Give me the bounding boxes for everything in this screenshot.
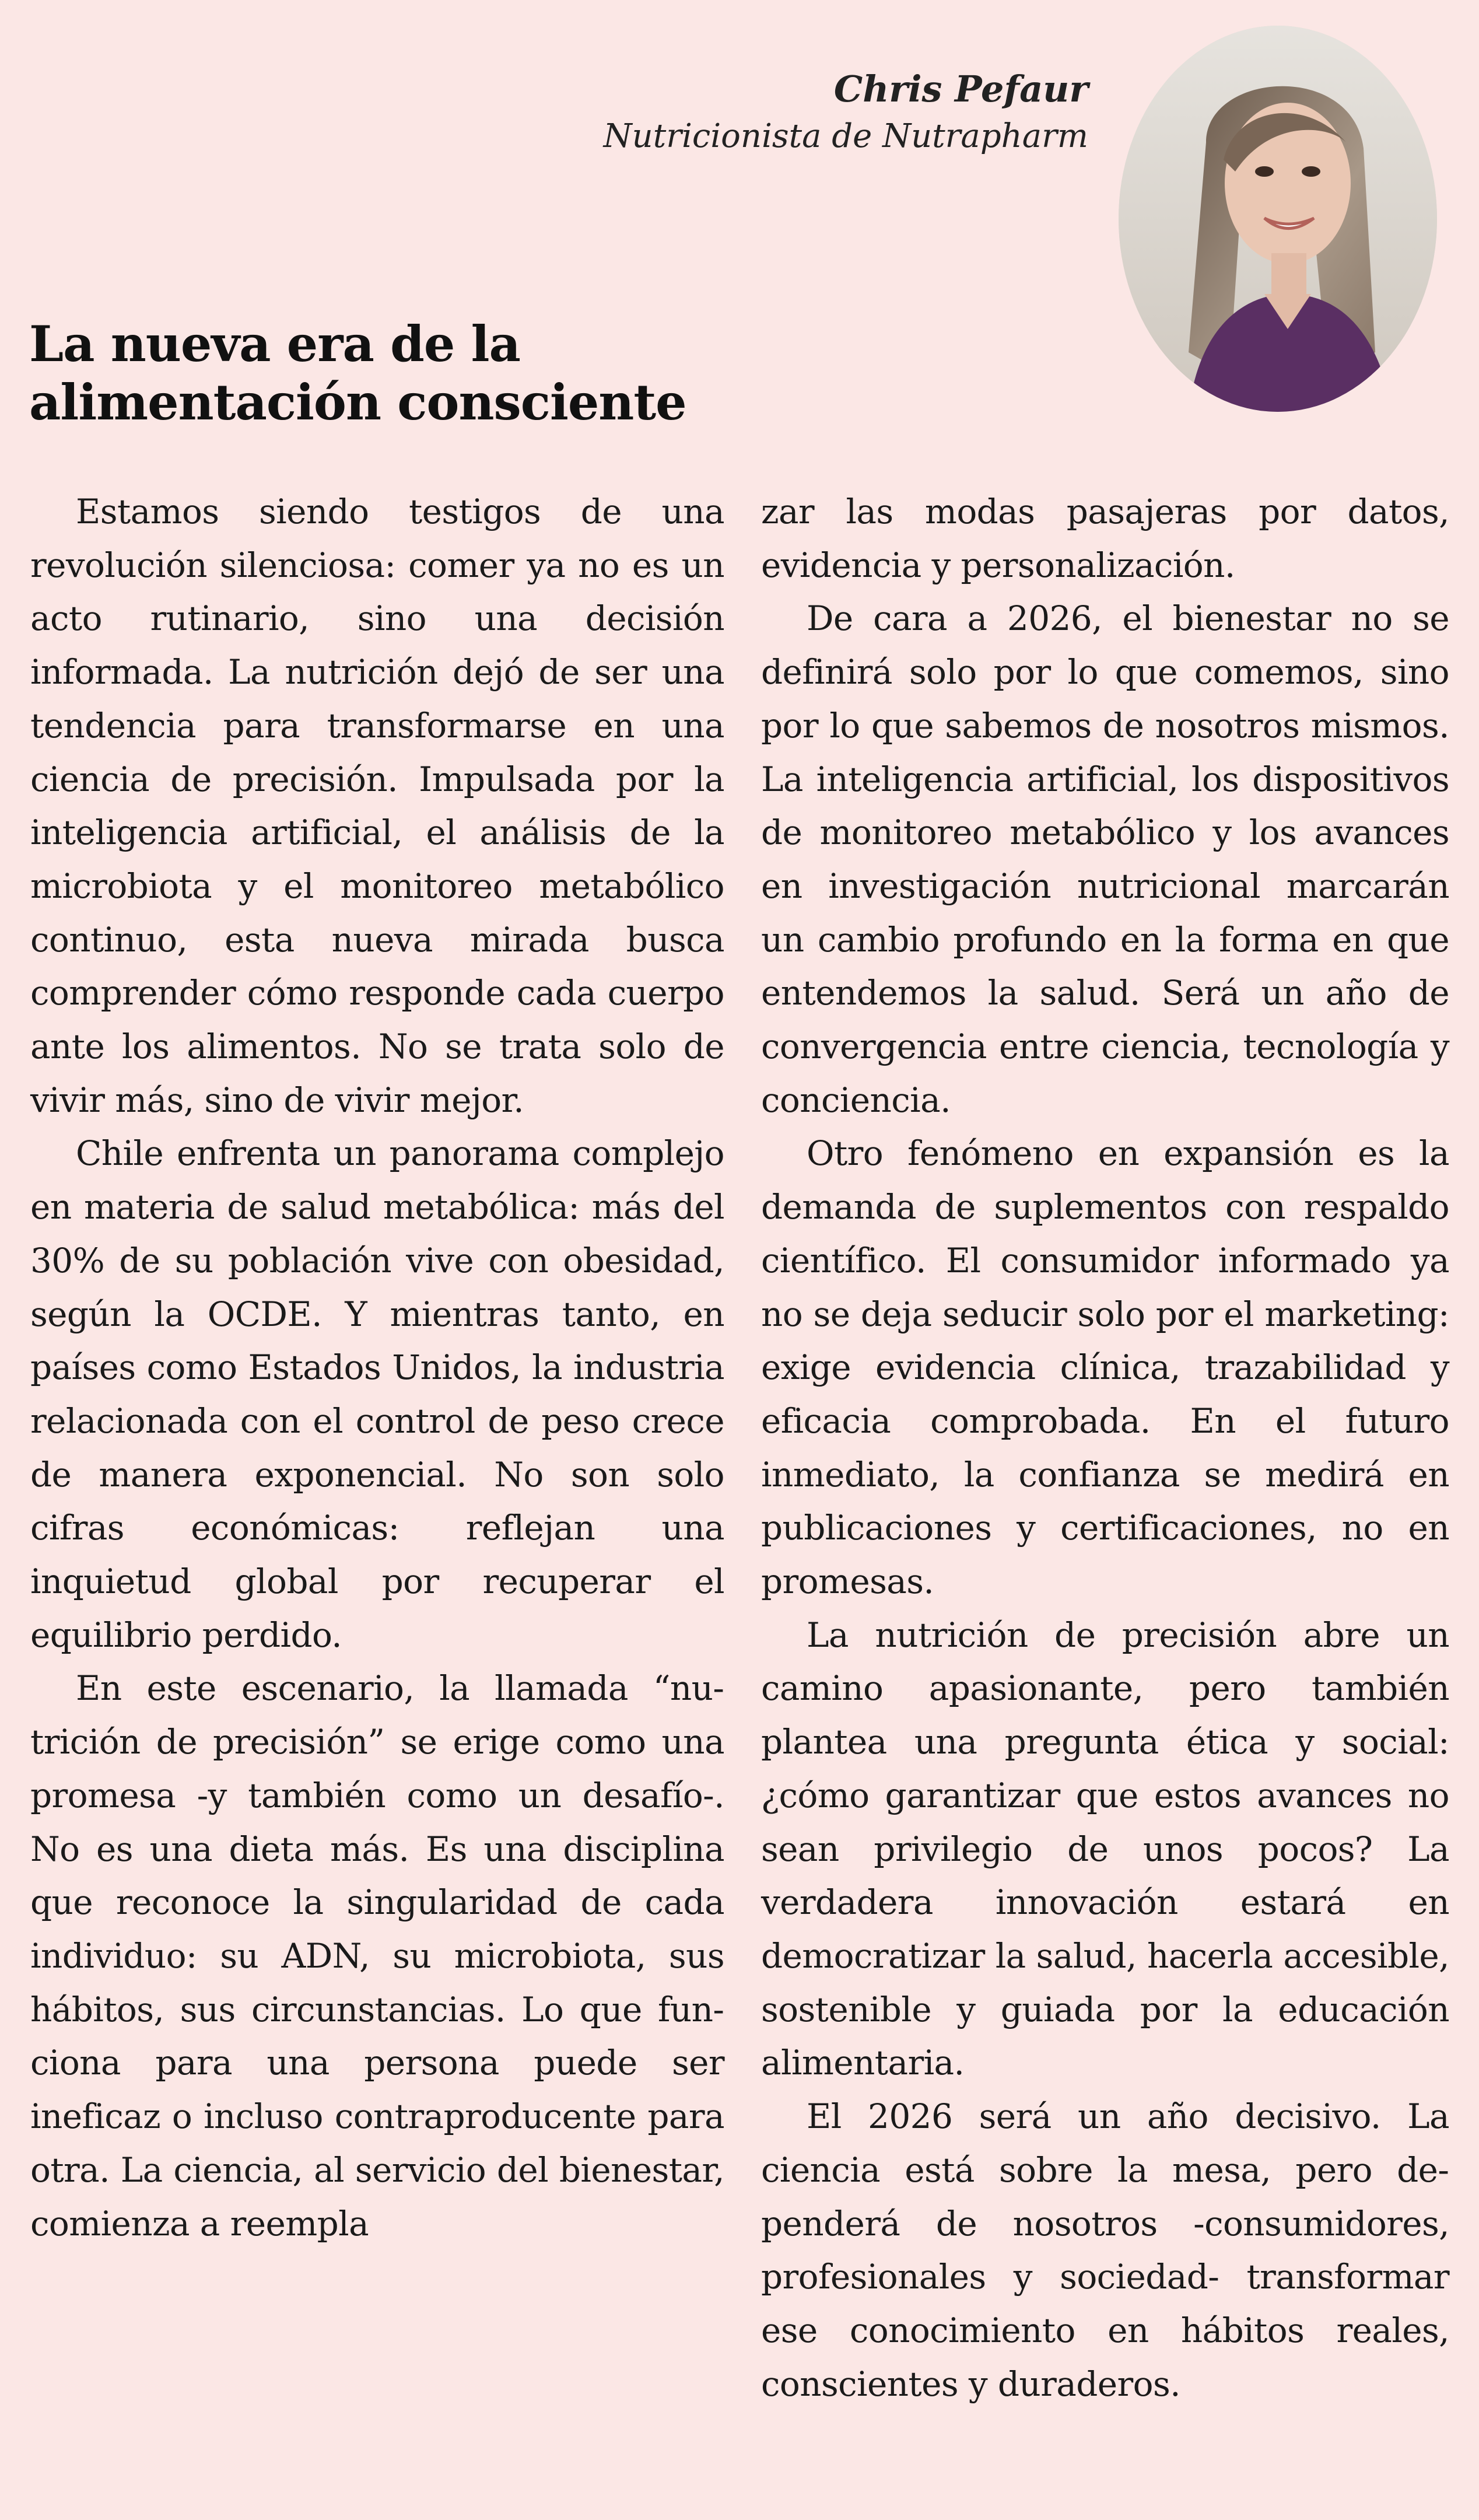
paragraph: La nutrición de precisión abre un camino apasionante, pero también plantea una pregunta ética y social: ¿cómo garantizar que estos avances no sean privilegio de unos pocos? La verdadera innovación estará en democratizar la salud, hacerla accesible, sostenible y guiada por la educación alimentaria. [761,1615,1449,2083]
left-column [30,485,724,2250]
paragraph: De cara a 2026, el bienestar no se definirá solo por lo que comemos, sino por lo que sabemos de nosotros mismos. La inteligencia artificial, los dispositivos de monitoreo metabólico y los avances en investigación nutricional marcarán un cambio profundo en la forma en que entendemos la salud. Será un año de convergencia entre ciencia, tecnología y conciencia. [761,598,1449,1120]
paragraph: En este escenario, la llamada “nutrición de precisión” se erige como una promesa -y también como un desafío-. No es una dieta más. Es una disciplina que reconoce la singularidad de cada individuo: su ADN, su microbiota, sus hábitos, sus circunstancias. Lo que funciona para una persona puede ser ineficaz o incluso contraproducente para otra. La ciencia, al servicio del bienestar, comienza a reempla [30,1668,724,2244]
right-column [761,485,1449,2411]
paragraph: Estamos siendo testigos de una revolución silenciosa: comer ya no es un acto rutinario, sino una decisión informada. La nutrición dejó de ser una tendencia para transformarse en una ciencia de precisión. Impulsada por la inteligencia artificial, el análisis de la microbiota y el monitoreo metabólico continuo, esta nueva mirada busca comprender cómo responde cada cuerpo ante los alimentos. No se trata solo de vivir más, sino de vivir mejor. [30,492,724,1120]
headline-line-1: La nueva era de la [29,315,520,373]
author-role: Nutricionista de Nutrapharm [603,117,1088,155]
paragraph: El 2026 será un año decisivo. La ciencia está sobre la mesa, pero dependerá de nosotros -consumidores, profesionales y sociedad- transformar ese conocimiento en hábitos reales, conscientes y duraderos. [761,2096,1449,2404]
paragraph: Chile enfrenta un panorama complejo en materia de salud metabólica: más del 30% de su población vive con obesidad, según la OCDE. Y mientras tanto, en países como Estados Unidos, la industria relacionada con el control de peso crece de manera exponencial. No son solo cifras económicas: reflejan una inquietud global por recuperar el equilibrio perdido. [30,1133,724,1655]
paragraph-continuation: zar las modas pasajeras por datos, evidencia y personalización. [761,492,1449,585]
headline-line-2: alimentación consciente [29,373,686,431]
byline [604,64,1088,159]
article-headline [29,315,904,432]
author-portrait [1119,26,1437,412]
paragraph: Otro fenómeno en expansión es la demanda de suplementos con respaldo científico. El consumidor informado ya no se deja seducir solo por el marketing: exige evidencia clínica, trazabilidad y eficacia comprobada. En el futuro inmediato, la confianza se medirá en publicaciones y certificaciones, no en promesas. [761,1133,1449,1602]
author-name: Chris Pefaur [833,68,1088,110]
